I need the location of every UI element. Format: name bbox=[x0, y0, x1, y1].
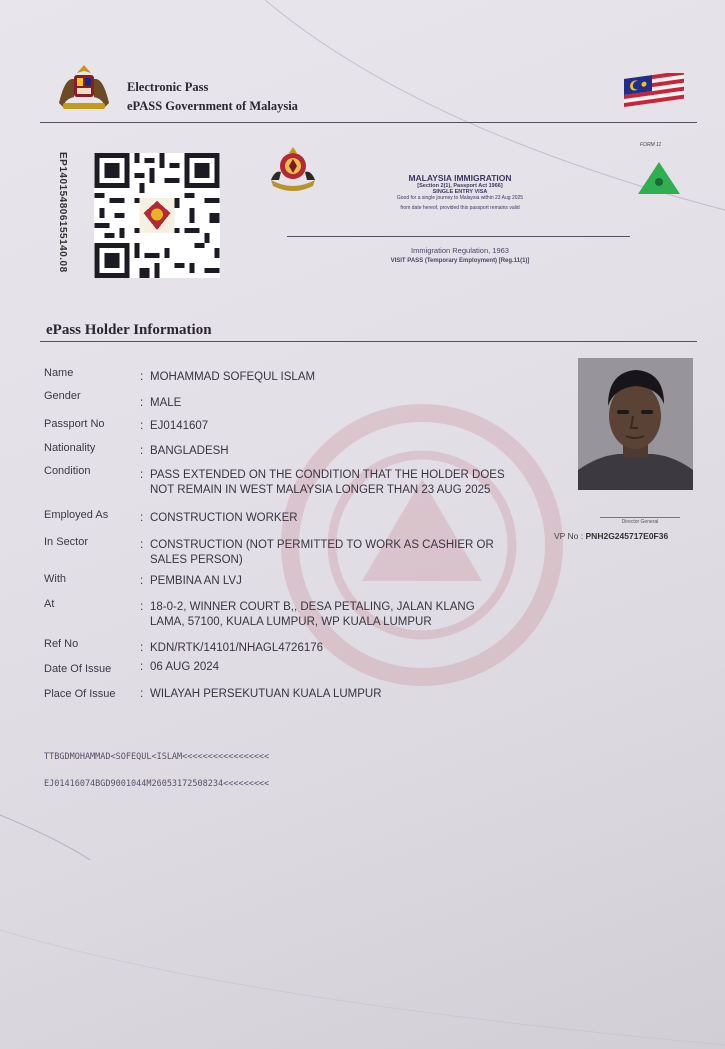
section-rule bbox=[40, 341, 697, 342]
header-rule bbox=[40, 122, 697, 123]
gender-value: : MALE bbox=[140, 397, 182, 409]
form-reference: FORM 11 bbox=[640, 142, 662, 148]
nationality-label: Nationality bbox=[44, 442, 96, 454]
document-number-text: EP140154806155140.08 bbox=[57, 152, 68, 273]
with-value: : PEMBINA AN LVJ bbox=[140, 575, 242, 587]
mrz-line-1: TTBGDMOHAMMAD<SOFEQUL<ISLAM<<<<<<<<<<<<<<<<< bbox=[44, 752, 270, 762]
passport-value: : EJ0141607 bbox=[140, 420, 209, 432]
vp-value: PNH2G245717E0F36 bbox=[585, 531, 669, 541]
place-of-issue: WILAYAH PERSEKUTUAN KUALA LUMPUR bbox=[150, 688, 382, 700]
condition-line-2: NOT REMAIN IN WEST MALAYSIA LONGER THAN 23 AUG 2025 bbox=[150, 484, 491, 496]
director-caption: Director General bbox=[621, 519, 659, 525]
visa-validity-note: from date hereof, provided this passport remains valid bbox=[400, 205, 520, 211]
ref-label: Ref No bbox=[44, 638, 79, 650]
employed-value: : CONSTRUCTION WORKER bbox=[140, 512, 298, 524]
condition-value: : PASS EXTENDED ON THE CONDITION THAT THE HOLDER DOES NOT REMAIN IN WEST MALAYSIA LONGER THAN 23 AUG 2025 bbox=[140, 469, 505, 496]
ref-value: : KDN/RTK/14101/NHAGL4726176 bbox=[140, 642, 324, 654]
director-signature-block bbox=[600, 509, 680, 525]
sector-label: In Sector bbox=[44, 536, 89, 548]
coat-of-arms-icon bbox=[55, 63, 113, 113]
holder-photo bbox=[578, 358, 693, 490]
immigration-title: MALAYSIA IMMIGRATION bbox=[408, 173, 512, 183]
holder-gender: MALE bbox=[150, 397, 182, 409]
condition-line-1: PASS EXTENDED ON THE CONDITION THAT THE HOLDER DOES bbox=[150, 469, 505, 481]
green-triangle-icon bbox=[636, 160, 682, 196]
signature-line bbox=[600, 509, 680, 518]
name-label: Name bbox=[44, 367, 74, 379]
poi-label: Place Of Issue bbox=[44, 688, 116, 700]
date-of-issue: 06 AUG 2024 bbox=[150, 661, 220, 673]
nationality-value: : BANGLADESH bbox=[140, 445, 229, 457]
sector-line-2: SALES PERSON) bbox=[150, 554, 243, 566]
passport-label: Passport No bbox=[44, 418, 105, 430]
malaysia-flag-icon bbox=[624, 73, 684, 109]
header-line-2: ePASS Government of Malaysia bbox=[127, 99, 298, 113]
with-label: With bbox=[44, 573, 66, 585]
immigration-rule bbox=[287, 236, 630, 237]
poi-value: : WILAYAH PERSEKUTUAN KUALA LUMPUR bbox=[140, 688, 382, 700]
at-value: : 18-0-2, WINNER COURT B,, DESA PETALING, JALAN KLANG LAMA, 57100, KUALA LUMPUR, WP KUALA LUMPUR bbox=[140, 601, 475, 628]
section-title: ePass Holder Information bbox=[46, 322, 212, 338]
employer: PEMBINA AN LVJ bbox=[150, 575, 242, 587]
visa-validity: Good for a single journey to Malaysia within 23 Aug 2025 bbox=[396, 195, 524, 201]
regulation-block bbox=[350, 246, 570, 264]
passport-number: EJ0141607 bbox=[150, 420, 209, 432]
occupation: CONSTRUCTION WORKER bbox=[150, 512, 298, 524]
holder-name: MOHAMMAD SOFEQUL ISLAM bbox=[150, 371, 316, 383]
address-line-1: 18-0-2, WINNER COURT B,, DESA PETALING, JALAN KLANG bbox=[150, 601, 475, 613]
header-title bbox=[127, 78, 298, 116]
mrz-line-2: EJ01416074BGD9001044M26053172508234<<<<<<<<< bbox=[44, 779, 270, 789]
name-value: : MOHAMMAD SOFEQUL ISLAM bbox=[140, 371, 316, 383]
at-label: At bbox=[44, 598, 55, 610]
address-line-2: LAMA, 57100, KUALA LUMPUR, WP KUALA LUMPUR bbox=[150, 616, 432, 628]
doi-label: Date Of Issue bbox=[44, 663, 112, 675]
document-number-vertical bbox=[52, 152, 70, 292]
immigration-section: [Section 2(1), Passport Act 1966] bbox=[417, 183, 503, 189]
ref-number: KDN/RTK/14101/NHAGL4726176 bbox=[150, 642, 324, 654]
immigration-crest-icon bbox=[267, 144, 319, 194]
doi-value: : 06 AUG 2024 bbox=[140, 661, 220, 673]
vp-number bbox=[554, 531, 668, 541]
sector-line-1: CONSTRUCTION (NOT PERMITTED TO WORK AS CASHIER OR bbox=[150, 539, 494, 551]
regulation-line-1: Immigration Regulation, 1963 bbox=[411, 246, 509, 255]
immigration-block bbox=[360, 173, 560, 211]
qr-code[interactable] bbox=[94, 153, 220, 278]
sector-value: : CONSTRUCTION (NOT PERMITTED TO WORK AS CASHIER OR SALES PERSON) bbox=[140, 539, 494, 566]
gender-label: Gender bbox=[44, 390, 81, 402]
regulation-line-2: VISIT PASS (Temporary Employment) [Reg.11(1)] bbox=[390, 258, 530, 264]
header-line-1: Electronic Pass bbox=[127, 80, 209, 94]
visa-type: SINGLE ENTRY VISA bbox=[432, 189, 488, 195]
vp-label: VP No : bbox=[554, 531, 584, 541]
holder-nationality: BANGLADESH bbox=[150, 445, 229, 457]
condition-label: Condition bbox=[44, 465, 91, 477]
employed-label: Employed As bbox=[44, 509, 109, 521]
